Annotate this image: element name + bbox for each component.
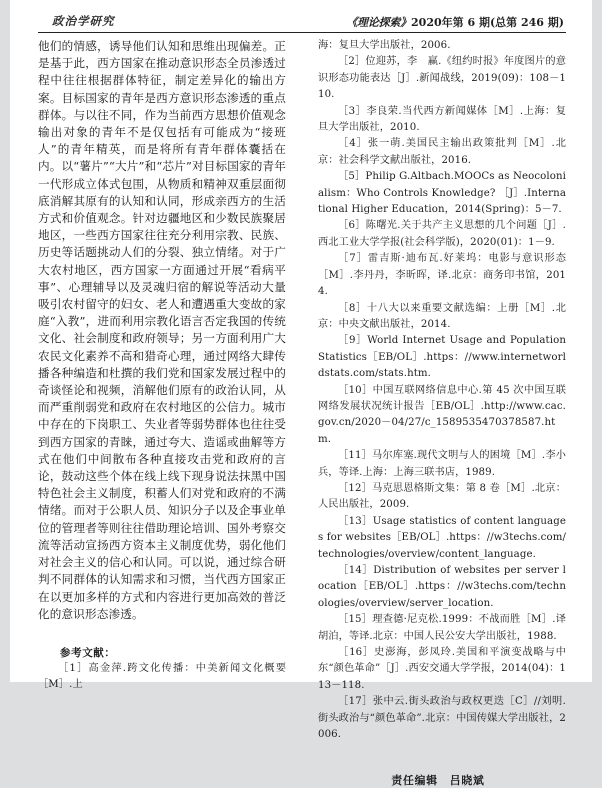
- reference-item: ［10］中国互联网络信息中心.第 45 次中国互联网络发展状况统计报告［EB/OL］.http://www.cac.gov.cn/2020－04/27/c_1589535470378587.htm.: [318, 384, 566, 445]
- reference-item: ［2］位迎苏，李 赢.《纽约时报》年度图片的意识形态功能表达［J］.新闻战线，2019(09)：108－110.: [318, 56, 566, 101]
- running-head: [38, 13, 566, 33]
- reference-item: ［14］Distribution of websites per server location［EB/OL］.https：//w3techs.com/technologies/overview/server_location.: [318, 565, 566, 609]
- reference-item: ［4］张一萌.美国民主输出政策批判［M］.北京：社会科学文献出版社，2016.: [318, 138, 566, 166]
- reference-item: ［7］雷吉斯·迪布瓦.好莱坞：电影与意识形态［M］.李丹丹，李昕晖，译.北京：商务印书馆，2014.: [318, 253, 566, 298]
- document-page: [10, 0, 592, 788]
- editor-name: 吕晓斌: [449, 774, 485, 788]
- running-head-section-title: 政治学研究: [52, 14, 115, 28]
- reference-item: ［6］陈曙光.关于共产主义思想的几个问题［J］.西北工业大学学报(社会科学版)，2020(01)：1－9.: [318, 220, 566, 248]
- reference-item: ［1］高金萍.跨文化传播：中美新闻文化概要［M］.上: [38, 662, 286, 691]
- reference-item: ［17］张中云.街头政治与政权更迭［C］//刘明.街头政治与“颜色革命”.北京：中国传媒大学出版社，2006.: [318, 696, 566, 741]
- reference-item: ［12］马克思恩格斯文集：第 8 卷［M］.北京：人民出版社，2009.: [318, 482, 566, 511]
- references-heading: 参考文献：: [60, 646, 116, 659]
- editor-signoff: [318, 773, 566, 788]
- page-content-area: [38, 0, 566, 788]
- reference-item: ［13］Usage statistics of content languages for websites［EB/OL］.https：//w3techs.com/technologies/overview/content_language.: [318, 515, 566, 560]
- issue-info: 2020年第 6 期(总第 246 期): [411, 16, 564, 29]
- journal-title: 《理论探索》: [346, 16, 412, 29]
- reference-item: ［5］Philip G.Altbach.MOOCs as Neocolonialism：Who Controls Knowledge? ［J］.International Higher Education，2014(Spring)：5－7.: [318, 171, 566, 216]
- reference-item: ［9］World Internet Usage and Population Statistics［EB/OL］.https：//www.internetworldstats.com/stats.htm.: [318, 335, 566, 380]
- reference-item: ［16］史澎海，彭凤玲.美国和平演变战略与中东“颜色革命”［J］.西安交通大学学报，2014(04)：113－118.: [318, 647, 566, 691]
- references-list-left: [38, 661, 286, 694]
- editor-label: 责任编辑: [391, 774, 438, 788]
- reference-item: 海：复旦大学出版社，2006.: [318, 40, 451, 51]
- reference-item: ［8］十八大以来重要文献选编：上册［M］.北京：中央文献出版社，2014.: [318, 302, 566, 330]
- running-head-issue-info: [346, 14, 564, 30]
- reference-item: ［11］马尔库塞.现代文明与人的困境［M］.李小兵，等译.上海：上海三联书店，1989.: [318, 450, 566, 478]
- right-column: [318, 38, 566, 788]
- references-list-right: [318, 38, 566, 743]
- reference-item: ［3］李良荣.当代西方新闻媒体［M］.上海：复旦大学出版社，2010.: [318, 105, 566, 134]
- reference-item: ［15］理查德·尼克松.1999：不战而胜［M］.译胡泊，等译.北京：中国人民公安大学出版社，1988.: [318, 614, 566, 642]
- left-column: [38, 38, 286, 694]
- body-paragraph: 他们的情感，诱导他们认知和思维出现偏差。正是基于此，西方国家在推动意识形态全员渗透过程中往往根据群体特征，制定差异化的输出方案。目标国家的青年是西方意识形态渗透的重点群体。与以往不同，作为当前西方思想价值观念输出对象的青年不是仅包括有可能成为“接班人”的青年精英，而是将所有青年群体囊括在内。以“薯片”“大片”和“芯片”对目标国家的青年一代形成立体式包围，从物质和精神双重层面彻底消解其原有的认知和认同，形成亲西方的生活方式和价值观念。针对边疆地区和少数民族聚居地区，一些西方国家往往充分利用宗教、民族、历史等话题挑动人们的分裂、独立情绪。对于广大农村地区，西方国家一方面通过开展“看病平事”、心理辅导以及灵魂归宿的解说等活动大量吸引农村留守的妇女、老人和遭遇重大变故的家庭“入教”，进而利用宗教化语言否定我国的传统文化、社会制度和政府领导；另一方面利用广大农民文化素养不高和猎奇心理，通过网络大肆传播各种编造和杜撰的我们党和国家发展过程中的奇谈怪论和视频，消解他们原有的政治认同，从而严重削弱党和政府在农村地区的公信力。城市中存在的下岗职工、失业者等弱势群体也往往受到西方国家的青睐，通过夸大、造谣或曲解等方式在他们中间散布各种直接攻击党和政府的言论，鼓动这些个体在线上线下现身说法抹黑中国特色社会主义制度，积蓄人们对党和政府的不满情绪。而对于公职人员、知识分子以及企事业单位的管理者等则往往借助理论培训、国外考察交流等活动宣扬西方资本主义制度优势，弱化他们对社会主义的信心和认同。可以说，通过综合研判不同群体的认知需求和习惯，当代西方国家正在以更加多样的方式和内容进行更加高效的普泛化的意识形态渗透。: [38, 39, 286, 621]
